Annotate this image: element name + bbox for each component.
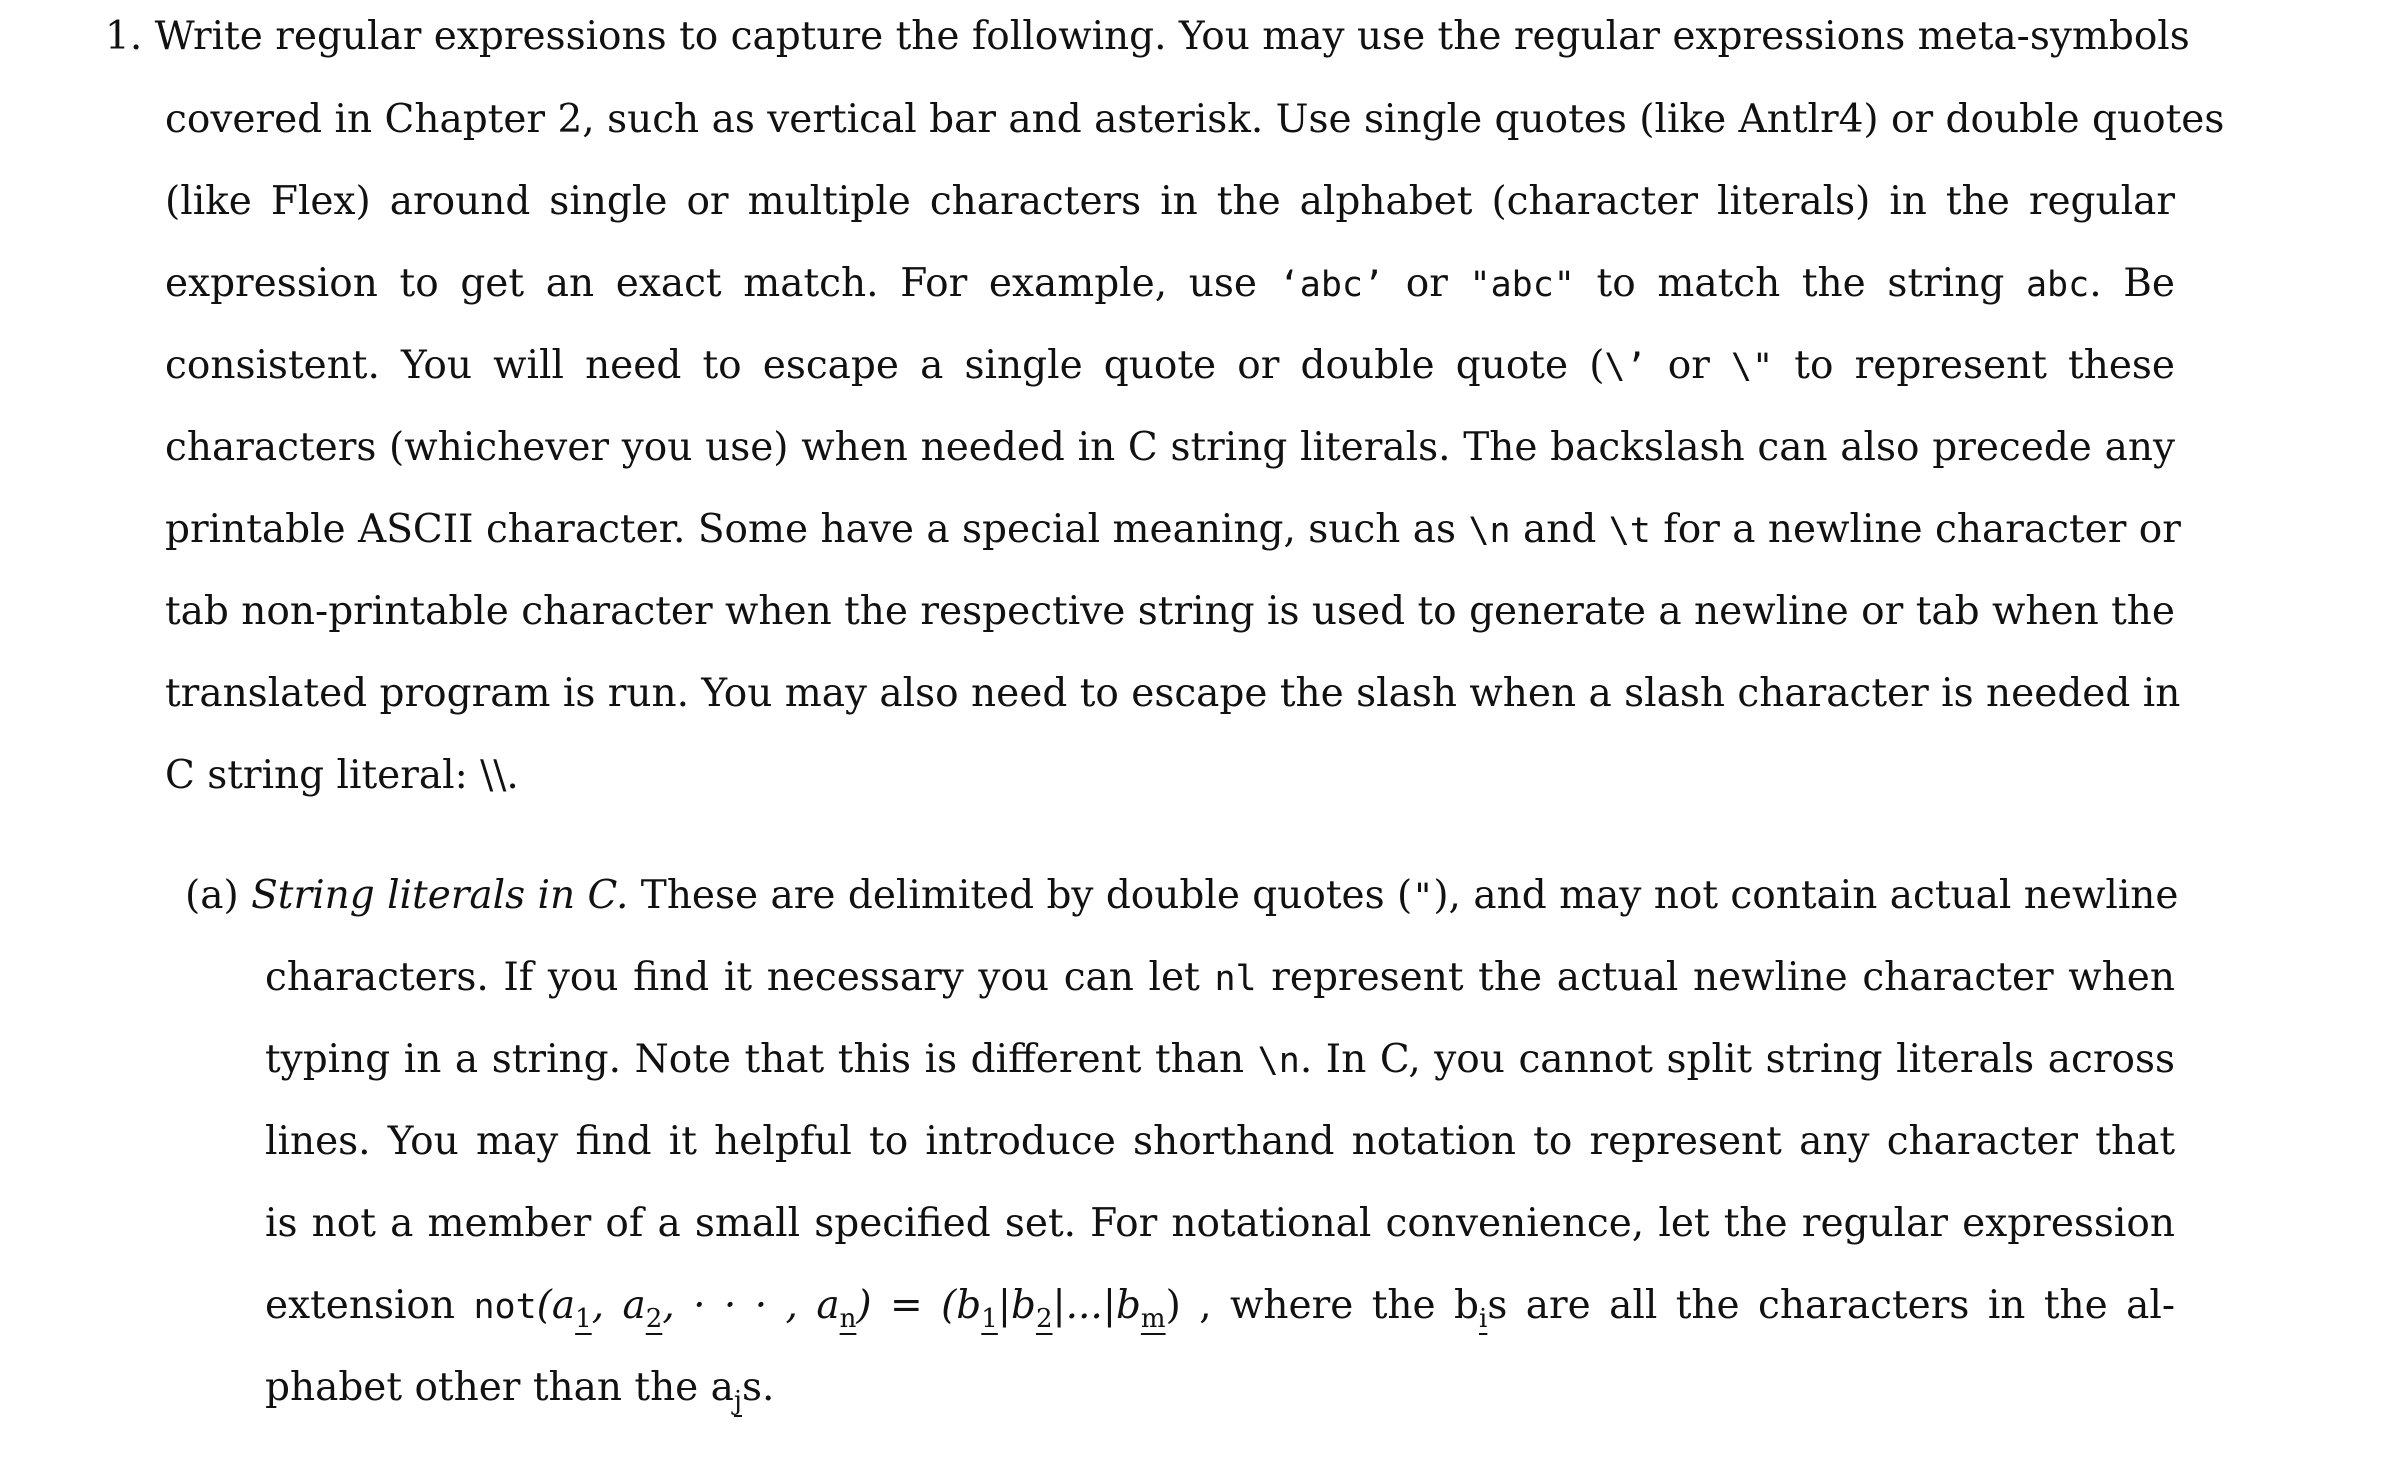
para1-line9: translated program is run. You may also need to escape the slash when a slash character is needed in [165,671,2181,716]
part-a-line2 [265,951,2175,1006]
text-span: characters. If you find it necessary you can let [265,955,1215,1000]
text-span: \n [1468,511,1511,551]
text-span: m [1140,1303,1166,1334]
text-span: Write regular expressions to capture the following. You may use the regular expressions meta-symbols [154,14,2190,59]
para1-line4 [165,257,2175,312]
text-span: or [1384,261,1470,306]
text-span: j [733,1385,742,1416]
part-a-label: (a) [185,873,239,918]
part-a-line1 [185,869,2179,924]
text-span: ), and may not contain actual newline [1433,873,2179,918]
text-span: or [1646,343,1731,388]
text-span: extension [265,1283,474,1328]
para1-line6: characters (whichever you use) when needed in C string literals. The backslash can also precede any [165,425,2175,470]
para1-line2: covered in Chapter 2, such as vertical bar and asterisk. Use single quotes (like Antlr4) or double quotes [165,97,2225,142]
text-span: ‘abc’ [1278,265,1385,305]
text-span: represent the actual newline character when [1256,955,2176,1000]
text-span: |b [997,1283,1036,1328]
text-span: \n [1257,1041,1300,1081]
text-span: not [473,1287,537,1327]
para1-line5 [165,339,2175,394]
part-a-line4: lines. You may find it helpful to introduce shorthand notation to represent any character that [265,1119,2175,1164]
part-a-line7 [265,1361,774,1415]
text-span: 1 [575,1303,592,1334]
text-span: " [1412,877,1434,917]
part-a-line5: is not a member of a small specified set. For notational convenience, let the regular expression [265,1201,2175,1246]
text-span: s. [741,1365,775,1410]
text-span: and [1510,507,1609,552]
text-span: , · · · , a [662,1283,840,1328]
text-span: 2 [645,1303,663,1334]
text-span: printable ASCII character. Some have a special meaning, such as [165,507,1469,552]
para1-line3: (like Flex) around single or multiple characters in the alphabet (character literals) in the regular [165,179,2175,224]
text-span: abc [2025,265,2090,305]
text-span: These are delimited by double quotes ( [628,873,1413,918]
text-span: \t [1608,511,1651,551]
text-span: to represent these [1773,343,2175,388]
text-span: ) , where the b [1165,1283,1479,1328]
text-span: s are all the characters in the al- [1487,1283,2176,1328]
text-span: n [839,1303,857,1334]
text-span: i [1479,1303,1488,1334]
text-span: nl [1214,959,1257,999]
text-span: expression to get an exact match. For example, use [165,261,1279,306]
text-span: \’ [1604,347,1647,387]
text-span: . In C, you cannot split string literals across [1299,1037,2175,1082]
part-a-line3 [265,1033,2175,1088]
text-span: (a [536,1283,576,1328]
text-span: , a [591,1283,646,1328]
text-span: typing in a string. Note that this is different than [265,1037,1258,1082]
text-span: \" [1731,347,1774,387]
para1-line1 [105,10,2190,64]
text-span: "abc" [1469,265,1575,305]
text-span: |...|b [1052,1283,1141,1328]
para1-line7 [165,503,2181,558]
text-span: to match the string [1574,261,2026,306]
text-span: ) = (b [856,1283,982,1328]
text-span: for a newline character or [1650,507,2181,552]
text-span: . Be [2089,261,2176,306]
part-a-line6 [265,1279,2175,1334]
text-span: phabet other than the a [265,1365,734,1410]
part-a-title: String literals in C. [251,873,629,918]
text-span: 2 [1035,1303,1053,1334]
para1-line8: tab non-printable character when the respective string is used to generate a newline or tab when the [165,589,2175,634]
text-span: 1 [981,1303,998,1334]
text-span: consistent. You will need to escape a single quote or double quote ( [165,343,1605,388]
item-number: 1. [105,14,143,59]
para1-line10: C string literal: \\. [165,753,519,798]
